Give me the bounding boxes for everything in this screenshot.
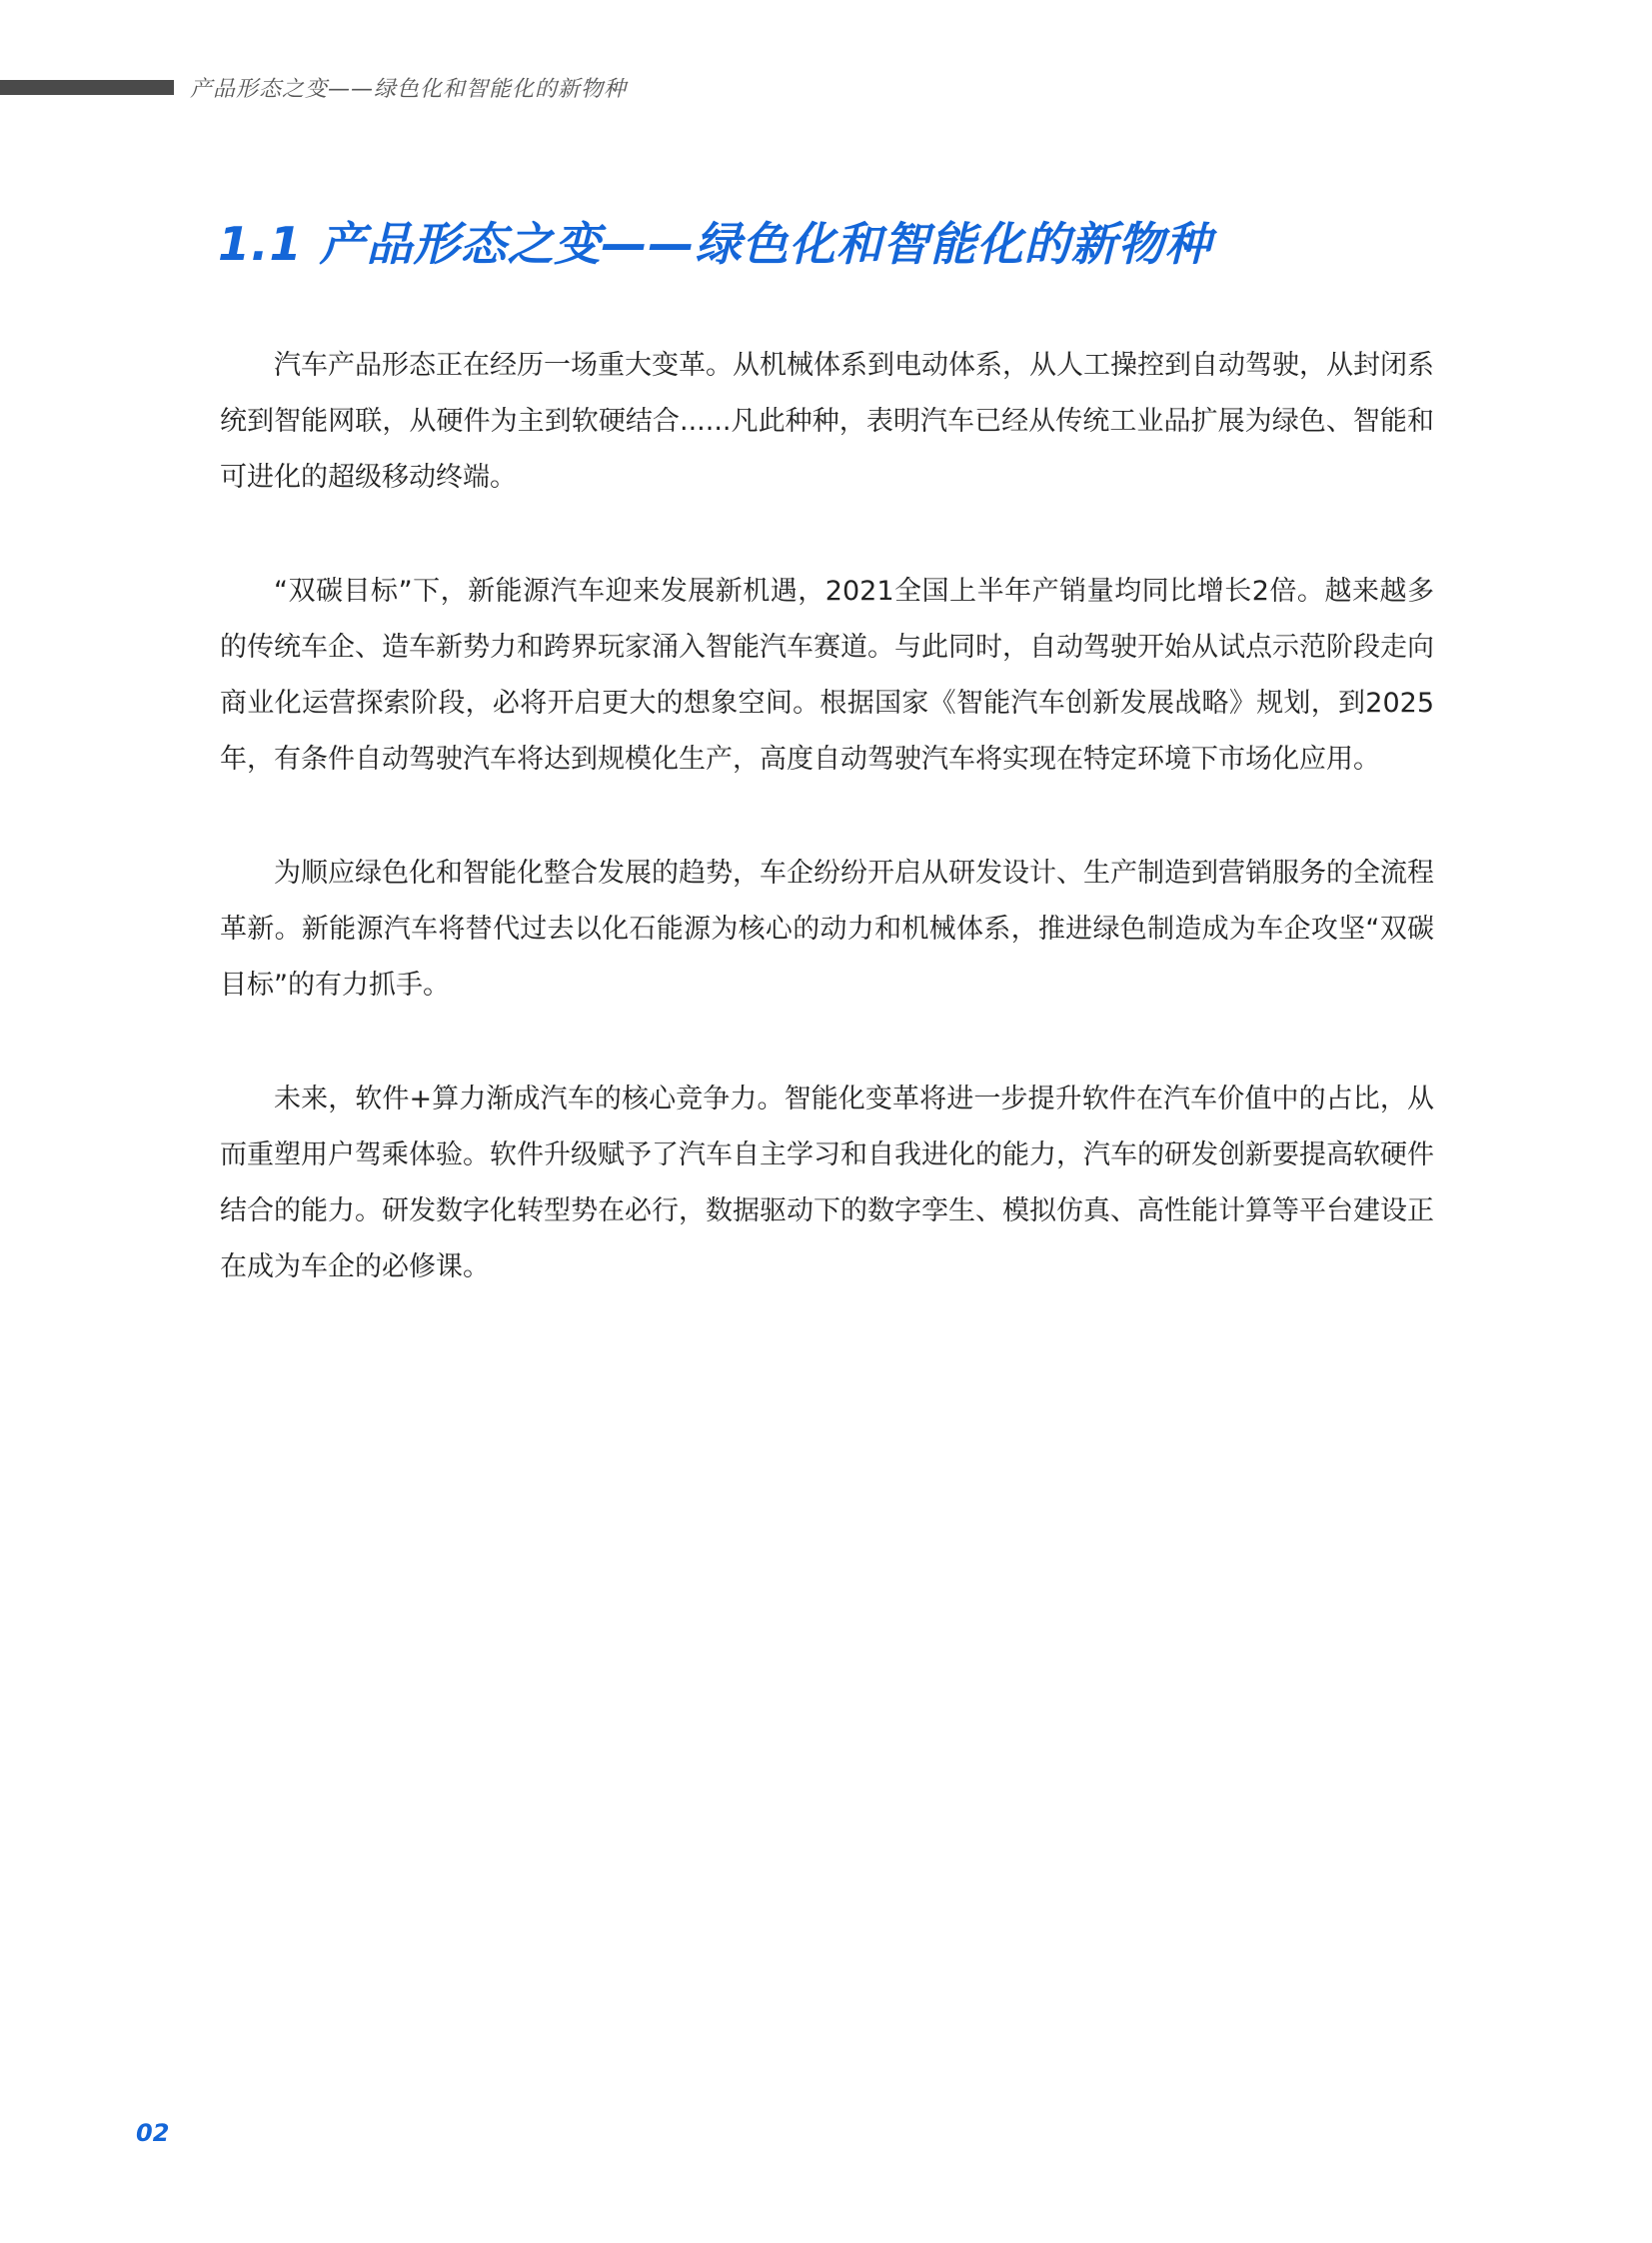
paragraph-1: 汽车产品形态正在经历一场重大变革。从机械体系到电动体系，从人工操控到自动驾驶，从封闭系统到智能网联，从硬件为主到软硬结合......凡此种种，表明汽车已经从传统工业品扩展为绿色、智能和可进化的超级移动终端。 (220, 350, 1434, 493)
paragraph-2: “双碳目标”下，新能源汽车迎来发展新机遇，2021全国上半年产销量均同比增长2倍。越来越多的传统车企、造车新势力和跨界玩家涌入智能汽车赛道。与此同时，自动驾驶开始从试点示范阶段走向商业化运营探索阶段，必将开启更大的想象空间。根据国家《智能汽车创新发展战略》规划，到2025年，有条件自动驾驶汽车将达到规模化生产，高度自动驾驶汽车将实现在特定环境下市场化应用。 (220, 576, 1434, 775)
body-text (220, 338, 1434, 1353)
paragraph-4: 未来，软件+算力渐成汽车的核心竞争力。智能化变革将进一步提升软件在汽车价值中的占比，从而重塑用户驾乘体验。软件升级赋予了汽车自主学习和自我进化的能力，汽车的研发创新要提高软硬件结合的能力。研发数字化转型势在必行，数据驱动下的数字孪生、模拟仿真、高性能计算等平台建设正在成为车企的必修课。 (220, 1084, 1434, 1282)
section-title: 1.1 产品形态之变——绿色化和智能化的新物种 (218, 217, 1212, 271)
header-accent-bar (0, 80, 174, 95)
paragraph-3: 为顺应绿色化和智能化整合发展的趋势，车企纷纷开启从研发设计、生产制造到营销服务的全流程革新。新能源汽车将替代过去以化石能源为核心的动力和机械体系，推进绿色制造成为车企攻坚“双碳目标”的有力抓手。 (220, 858, 1434, 1001)
page-number: 02 (136, 2119, 170, 2147)
running-header: 产品形态之变——绿色化和智能化的新物种 (190, 77, 628, 102)
